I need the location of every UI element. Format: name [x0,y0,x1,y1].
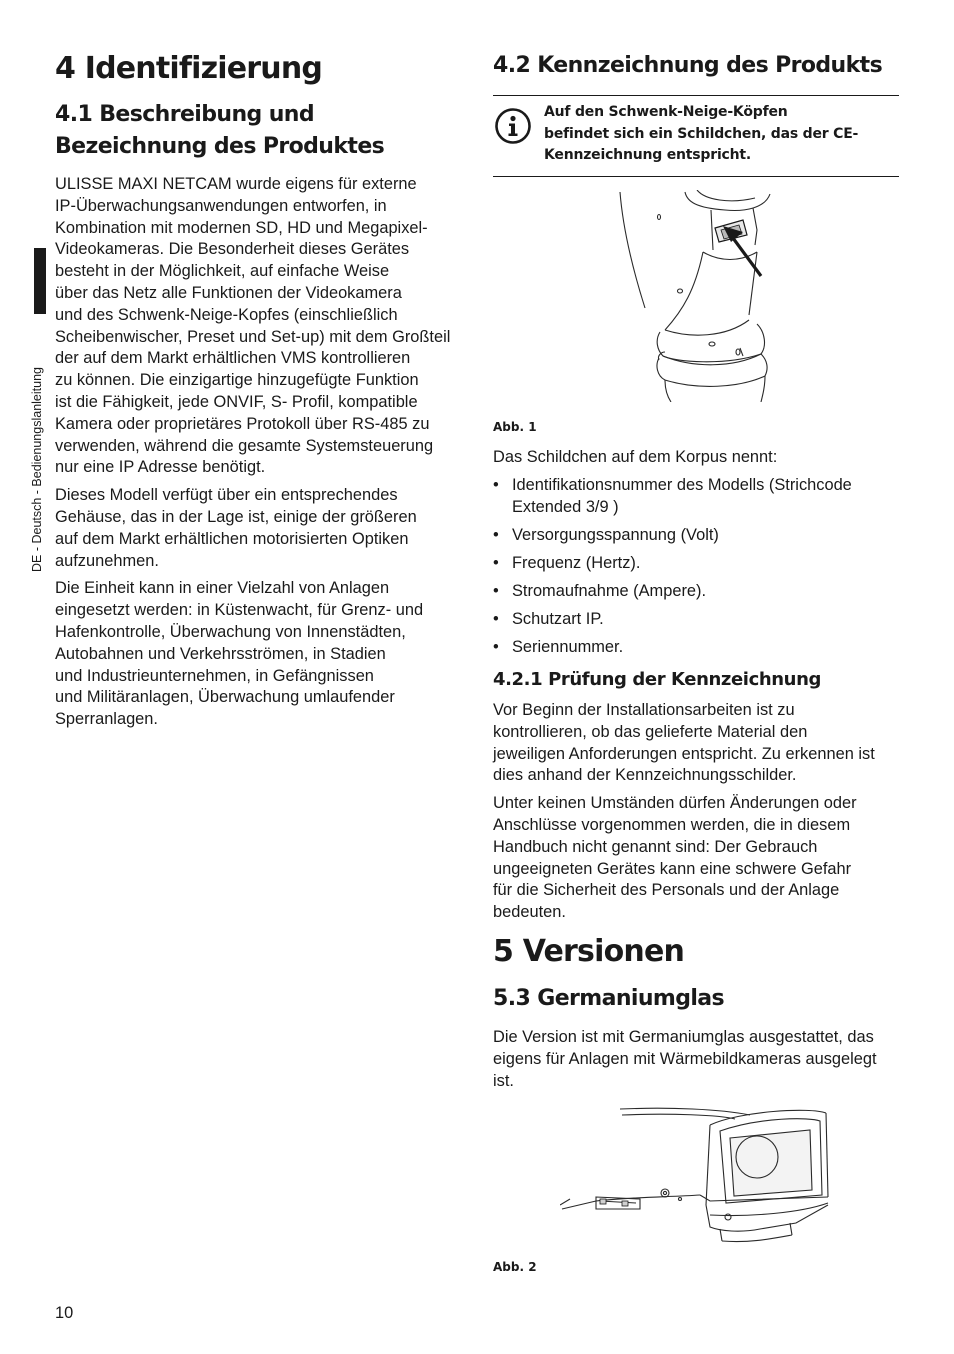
info-note [493,95,899,177]
paragraph [55,578,465,731]
text-line: Hafenkontrolle, Überwachung von Innenstädten, [55,622,406,641]
text-line: Vor Beginn der Installationsarbeiten ist zu [493,701,795,719]
list-item [493,581,903,603]
list-item [493,475,903,519]
text-line: Kombination mit modernen SD, HD und Megapixel- [55,218,428,237]
heading-line: 4.1 Beschreibung und [55,102,314,127]
text-line: Die Version ist mit Germaniumglas ausgestattet, das [493,1028,874,1046]
text-line: Autobahnen und Verkehrsströmen, in Stadien [55,644,386,663]
text-line: Kamera oder proprietäres Protokoll über RS-485 zu [55,414,430,433]
text-line: jeweiligen Anforderungen entspricht. Zu erkennen ist [493,744,875,763]
text-line: Sperranlagen. [55,710,158,729]
text-line: Handbuch nicht genannt sind: Der Gebrauch [493,837,818,856]
text-line: aufzunehmen. [55,551,159,570]
text-line: Unter keinen Umständen dürfen Änderungen oder [493,794,857,813]
heading-kennzeichnung: 4.2 Kennzeichnung des Produkts [493,53,883,78]
note-line: befindet sich ein Schildchen, das der CE- [544,125,859,142]
ptz-head-figure [615,190,775,402]
paragraph [55,485,465,572]
heading-identifizierung: 4 Identifizierung [55,51,323,86]
text-line: Scheibenwischer, Preset und Set-up) mit dem Großteil [55,327,451,346]
list-item [493,553,903,575]
text-line: bedeuten. [493,903,566,922]
list-item-line: • Identifikationsnummer des Modells (Strichcode [512,476,852,494]
section-tab-marker [34,248,46,314]
text-line: zu können. Die einzigartige hinzugefügte Funktion [55,371,419,390]
text-line: ULISSE MAXI NETCAM wurde eigens für externe [55,175,417,193]
paragraph [55,174,465,479]
text-line: dies anhand der Kennzeichnungsschilder. [493,766,797,785]
paragraph [493,700,903,787]
text-line: über das Netz alle Funktionen der Videokamera [55,283,402,302]
text-line: Dieses Modell verfügt über ein entsprechendes [55,486,398,505]
text-line: verwenden, während die gesamte Systemsteuerung [55,436,434,455]
text-line: auf dem Markt erhältlichen motorisierten Optiken [55,529,409,548]
text-line: besteht in der Möglichkeit, auf einfache Weise [55,262,390,281]
text-line: ist. [493,1071,514,1090]
text-line: und Militäranlagen, Überwachung umlaufender [55,688,395,707]
check-body-text [493,700,903,930]
list-item [493,637,903,659]
figure-1-caption: Abb. 1 [493,420,537,434]
info-note-text [544,102,894,167]
info-icon [494,107,532,145]
text-line: nur eine IP Adresse benötigt. [55,458,266,477]
text-line: Die Einheit kann in einer Vielzahl von Anlagen [55,579,390,598]
text-line: IP-Überwachungsanwendungen entworfen, in [55,196,387,215]
text-line: eigens für Anlagen mit Wärmebildkameras ausgelegt [493,1049,877,1068]
side-language-label: DE - Deutsch - Bedienungslanleitung [30,367,44,572]
label-intro: Das Schildchen auf dem Korpus nennt: [493,448,778,466]
left-body-text [55,174,465,737]
heading-pruefung: 4.2.1 Prüfung der Kennzeichnung [493,669,821,690]
paragraph [493,793,903,924]
heading-germaniumglas: 5.3 Germaniumglas [493,986,725,1011]
list-item-line: Extended 3/9 ) [512,497,619,516]
list-item [493,609,903,631]
text-line: und Industrieunternehmen, in Gefängnissen [55,666,374,685]
heading-line: Bezeichnung des Produktes [55,134,385,159]
germanium-body-text [493,1027,903,1092]
text-line: Videokameras. Die Besonderheit dieses Gerätes [55,240,410,259]
text-line: Gehäuse, das in der Lage ist, einige der größeren [55,507,417,526]
text-line: eingesetzt werden: in Küstenwacht, für Grenz- und [55,601,424,620]
heading-versionen: 5 Versionen [493,934,685,969]
page-number: 10 [55,1304,74,1322]
list-item [493,525,903,547]
note-line: Auf den Schwenk-Neige-Köpfen [544,104,788,120]
list-item-line: • Stromaufnahme (Ampere). [512,582,707,601]
note-line: Kennzeichnung entspricht. [544,147,752,163]
text-line: ist die Fähigkeit, jede ONVIF, S- Profil, kompatible [55,392,418,411]
heading-beschreibung [55,99,455,163]
list-item-line: • Versorgungsspannung (Volt) [512,525,719,544]
list-item-line: • Frequenz (Hertz). [512,553,641,572]
label-contents-list [493,475,903,665]
list-item-line: • Schutzart IP. [512,610,604,629]
text-line: und des Schwenk-Neige-Kopfes (einschließlich [55,305,398,324]
germanium-housing-figure [560,1105,840,1245]
list-item-line: • Seriennummer. [512,638,624,657]
text-line: Anschlüsse vorgenommen werden, die in diesem [493,815,851,834]
text-line: ungeeigneten Gerätes kann eine schwere Gefahr [493,859,852,878]
text-line: kontrollieren, ob das gelieferte Material den [493,722,808,741]
text-line: der auf dem Markt erhältlichen VMS kontrollieren [55,349,411,368]
text-line: für die Sicherheit des Personals und der Anlage [493,881,840,900]
figure-2-caption: Abb. 2 [493,1260,537,1274]
